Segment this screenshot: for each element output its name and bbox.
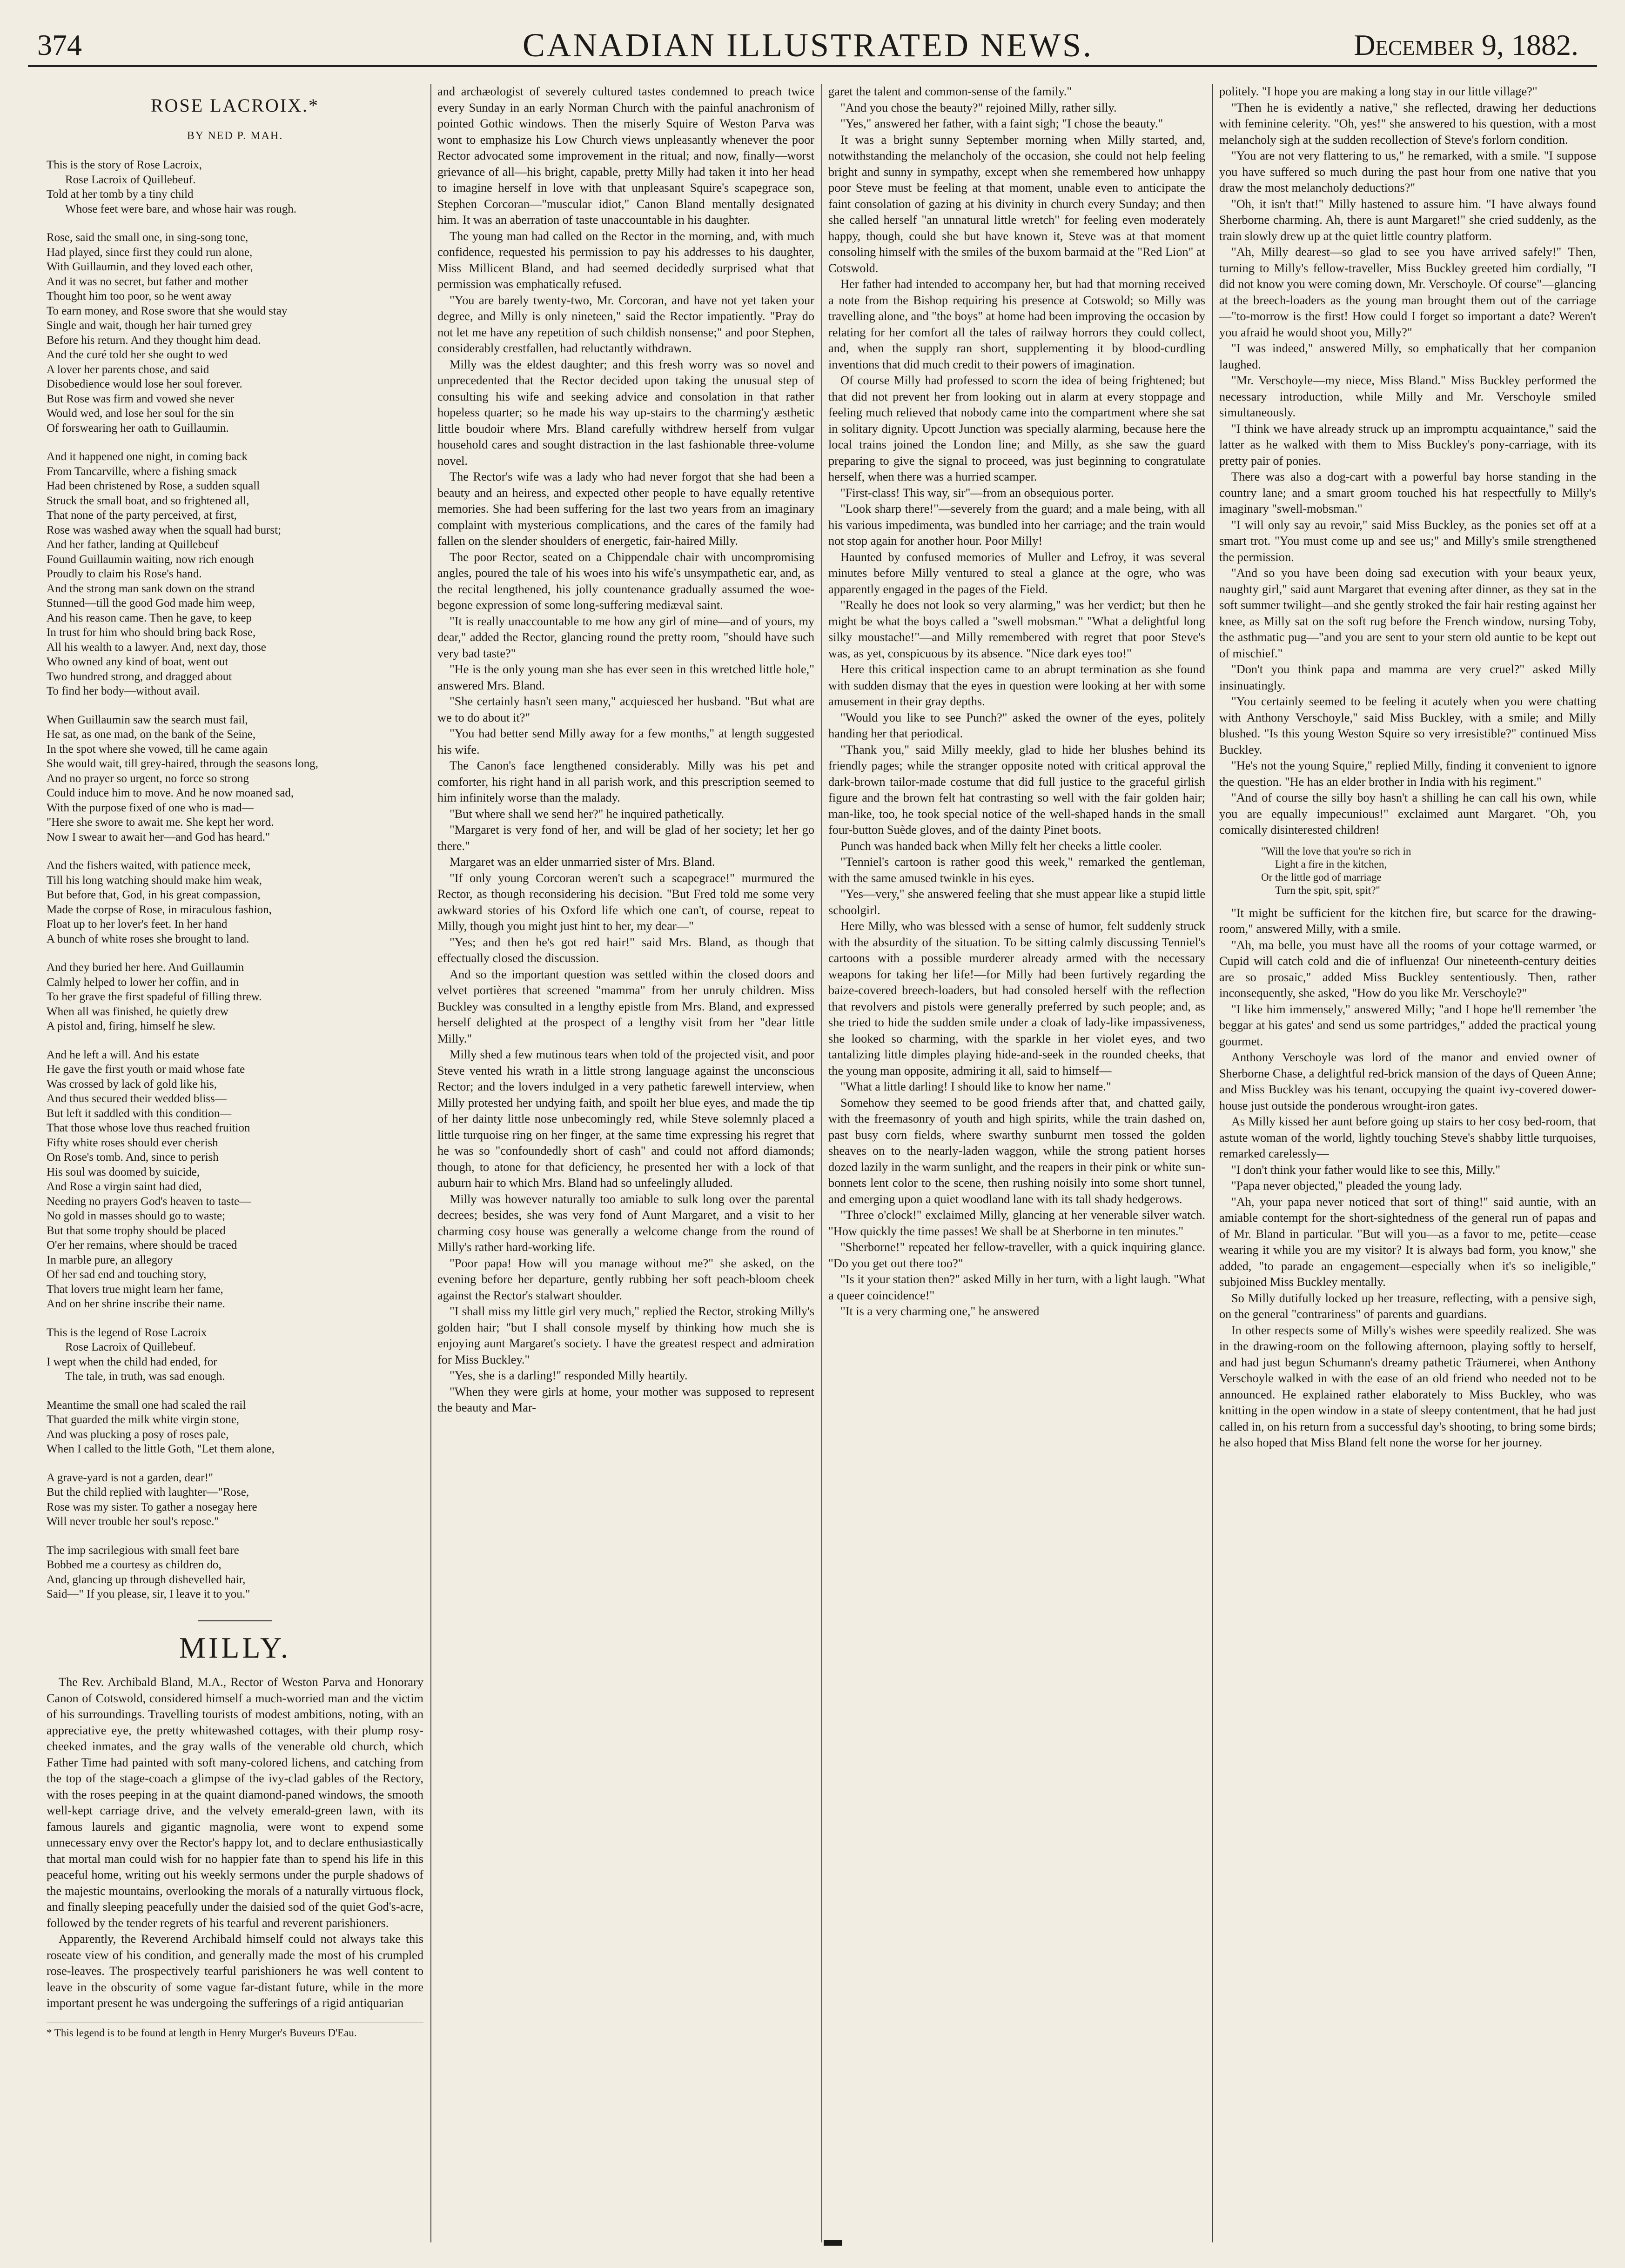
poem-line: When Guillaumin saw the search must fail, — [47, 713, 248, 726]
poem-line: O'er her remains, where should be traced — [47, 1239, 237, 1251]
story-paragraph: "He is the only young man she has ever seen in this wretched little hole," answered Mrs. Bland. — [437, 662, 814, 692]
poem-line: Said—" If you please, sir, I leave it to you." — [47, 1588, 250, 1600]
story-paragraph: "You had better send Milly away for a few months," at length suggested his wife. — [437, 727, 814, 756]
poem-line: Disobedience would lose her soul forever. — [47, 378, 242, 390]
poem-line: Rose Lacroix of Quillebeuf. — [65, 173, 196, 186]
story-paragraph: Anthony Verschoyle was lord of the manor and envied owner of Sherborne Chase, a delightful red-brick mansion of the days of Queen Anne; and Miss Buckley was his tenant, occupying the quaint ivy-covered dower-house just outside the ponderous wrought-iron gates. — [1219, 1050, 1596, 1112]
story-paragraph: "Then he is evidently a native," she reflected, drawing her deductions with feminine celerity. "Oh, yes!" she answered to his question, with a most melancholy sigh at the sudden recollection of Steve's forlorn condition. — [1219, 100, 1596, 147]
footnote: * This legend is to be found at length in Henry Murger's Buveurs D'Eau. — [47, 2022, 423, 2040]
story-paragraph: "It might be sufficient for the kitchen fire, but scarce for the drawing-room," answered Milly, with a smile. — [1219, 906, 1596, 936]
poem-line: Will never trouble her soul's repose." — [47, 1515, 219, 1528]
poem-stanza — [47, 1543, 423, 1602]
story-text — [437, 84, 814, 1416]
poem-line: A grave-yard is not a garden, dear!" — [47, 1471, 213, 1484]
poem-line: And the fishers waited, with patience meek, — [47, 859, 251, 872]
story-paragraph: Milly shed a few mutinous tears when told of the projected visit, and poor Steve vented his wrath in a little strong language against the unconscious Rector; and the lovers indulged in a very pathetic farewell interview, when Milly protested her undying faith, and spoilt her blue eyes, and made the tip of her dainty little nose unbecomingly red, while Steve solemnly placed a little turquoise ring on her finger, at the same time expressing his regret that he was so "confoundedly short of cash" and could not afford diamonds; though, to atone for that deficiency, he presented her with a lock of that auburn hair to which Mrs. Bland had so unfeelingly alluded. — [437, 1048, 814, 1190]
story-paragraph: and archæologist of severely cultured tastes condemned to preach twice every Sunday in an early Norman Church with the painful anachronism of pointed Gothic windows. Then the miserly Squire of Weston Parva was wont to emphasize his Low Church views unpleasantly whenever the poor Rector advocated some improvement in the ritual; and now, finally—worst grievance of all—his bright, capable, pretty Milly had taken it into her head to imagine herself in love with that unpleasant Squire's scapegrace son, Stephen Corcoran—"muscular idiot," Canon Bland mentally designated him. It was an aberration of taste unaccountable in his daughter. — [437, 85, 814, 227]
poem-line: Single and wait, though her hair turned grey — [47, 319, 252, 332]
poem-stanza — [47, 230, 423, 435]
column-4 — [1219, 84, 1596, 2242]
column-3 — [828, 84, 1205, 2242]
poem-line: A bunch of white roses she brought to land. — [47, 932, 249, 945]
poem-line: Two hundred strong, and dragged about — [47, 670, 232, 683]
poem-stanza — [47, 713, 423, 845]
poem-line: Could induce him to move. And he now moaned sad, — [47, 787, 294, 799]
poem-title: ROSE LACROIX.* — [150, 95, 320, 116]
story-paragraph: "You are not very flattering to us," he remarked, with a smile. "I suppose you have suffered so much during the past hour from one native that you draw the most melancholy deductions?" — [1219, 149, 1596, 194]
story-paragraph: Somehow they seemed to be good friends after that, and chatted gaily, with the freemasonry of youth and high spirits, while the train dashed on, past busy corn fields, where swarthy sunburnt men tossed the golden sheaves on to the nearly-laden waggon, while the strong patient horses dozed lazily in the warm sunlight, and the reapers in their pink or white sun-bonnets lent color to the scene, then rushing noisily into some short tunnel, and emerging upon a quiet woodland lane with its tall shady hedgerows. — [828, 1096, 1205, 1206]
story-paragraph: "She certainly hasn't seen many," acquiesced her husband. "But what are we to do about it?" — [437, 695, 814, 724]
newspaper-title: CANADIAN ILLUSTRATED NEWS. — [523, 27, 1093, 64]
poem-line: "Here she swore to await me. She kept her word. — [47, 816, 274, 829]
poem-line: I wept when the child had ended, for — [47, 1355, 217, 1368]
poem-line: When all was finished, he quietly drew — [47, 1005, 228, 1018]
poem-byline: BY NED P. MAH. — [187, 129, 283, 142]
poem-line: And thus secured their wedded bliss— — [47, 1092, 227, 1105]
verse-quote — [1261, 845, 1596, 897]
poem-line: Told at her tomb by a tiny child — [47, 188, 194, 201]
poem-line: Proudly to claim his Rose's hand. — [47, 568, 202, 580]
column-rule — [1212, 84, 1213, 2242]
poem-line: With the purpose fixed of one who is mad— — [47, 801, 254, 814]
poem-line: No gold in masses should go to waste; — [47, 1210, 226, 1222]
story-paragraph: And so the important question was settled within the closed doors and velvet portières that screened "mamma" from her unruly children. Miss Buckley was consulted in a lengthy epistle from Mrs. Bland, and expressed herself delighted at the prospect of a lengthy visit from her "dear little Milly." — [437, 967, 814, 1045]
story-paragraph: "Would you like to see Punch?" asked the owner of the eyes, politely handing her that periodical. — [828, 710, 1205, 740]
poem-line: But Rose was firm and vowed she never — [47, 392, 235, 405]
poem-line: In marble pure, an allegory — [47, 1253, 173, 1266]
poem-stanza — [47, 1471, 423, 1529]
story-paragraph: "And of course the silly boy hasn't a shilling he can call his own, while you are equally impecunious!" exclaimed aunt Margaret. "Oh, you comically disinterested children! — [1219, 791, 1596, 836]
poem-line: That those whose love thus reached fruition — [47, 1122, 250, 1134]
page-number: 374 — [37, 28, 82, 61]
poem-line: Before his return. And they thought him dead. — [47, 334, 261, 347]
story-paragraph: Her father had intended to accompany her, but had that morning received a note from the Bishop requiring his presence at Cotswold; so Milly was travelling alone, and "the boys" at home had been improving the occasion by relating for her comfort all the tales of railway horrors they could collect, and, when the supply ran short, supplementing it by blood-curdling inventions that did much credit to their powers of imagination. — [828, 277, 1205, 371]
poem-line: But the child replied with laughter—"Rose, — [47, 1486, 249, 1499]
poem-stanza — [47, 1325, 423, 1384]
poem-line: Calmly helped to lower her coffin, and in — [47, 976, 239, 989]
poem-line: And the curé told her she ought to wed — [47, 348, 228, 361]
poem-line: From Tancarville, where a fishing smack — [47, 465, 237, 478]
story-paragraph: "When they were girls at home, your mother was supposed to represent the beauty and Mar- — [437, 1385, 814, 1414]
story-paragraph: "What a little darling! I should like to know her name." — [840, 1080, 1111, 1093]
poem-line: On Rose's tomb. And, since to perish — [47, 1151, 219, 1164]
story-paragraph: So Milly dutifully locked up her treasure, reflecting, with a pensive sigh, on the general "contrariness" of parents and guardians. — [1219, 1291, 1596, 1321]
poem-line: The imp sacrilegious with small feet bare — [47, 1544, 239, 1557]
poem-line: And, glancing up through dishevelled hair, — [47, 1573, 246, 1586]
story-paragraph: "I shall miss my little girl very much," replied the Rector, stroking Milly's golden hair; "but I shall console myself by thinking how much she is enjoying aunt Margaret's society. I have the greatest respect and admiration for Miss Buckley." — [437, 1305, 814, 1366]
poem-line: This is the legend of Rose Lacroix — [47, 1326, 207, 1339]
story-text — [828, 84, 1205, 1320]
story-paragraph: Margaret was an elder unmarried sister of Mrs. Bland. — [450, 855, 715, 869]
story-paragraph: "Poor papa! How will you manage without me?" she asked, on the evening before her departure, gently rubbing her soft peach-bloom cheek against the Rector's stalwart shoulder. — [437, 1256, 814, 1302]
story-paragraph: "And you chose the beauty?" rejoined Milly, rather silly. — [840, 100, 1117, 114]
story-paragraph: The Rector's wife was a lady who had never forgot that she had been a beauty and an heiress, and expected other people to have equally retentive memories. She had been suffering for the last two years from an imaginary complaint with mysterious complications, and the cares of the family had fallen on the slender shoulders of energetic, fair-haired Milly. — [437, 470, 814, 548]
poem-stanza — [47, 858, 423, 946]
story-paragraph: "Is it your station then?" asked Milly in her turn, with a light laugh. "What a queer coincidence!" — [828, 1272, 1205, 1302]
story-paragraph: "And so you have been doing sad execution with your beaux yeux, naughty girl," said aunt Margaret that evening after dinner, as they sat in the soft summer twilight—and she gently stroked the fair hair resting against her knee, as Milly sat on the soft rug before the French window, nursing Toby, the asthmatic pug—"and you are sent to your stern old auntie to be kept out of mischief." — [1219, 566, 1596, 660]
poem-line: Till his long watching should make him weak, — [47, 874, 262, 887]
poem-line: All his wealth to a lawyer. And, next day, those — [47, 641, 266, 654]
poem-line: Whose feet were bare, and whose hair was rough. — [65, 202, 297, 215]
verse-line: Turn the spit, spit, spit?" — [1275, 884, 1380, 896]
story-paragraph: "Margaret is very fond of her, and will be glad of her society; let her go there." — [437, 823, 814, 853]
column-2 — [437, 84, 814, 2242]
poem-line: This is the story of Rose Lacroix, — [47, 159, 202, 171]
column-rule — [430, 84, 431, 2242]
poem-line: Needing no prayers God's heaven to taste— — [47, 1195, 251, 1208]
story-text — [47, 1674, 423, 2012]
story-paragraph: "Papa never objected," pleaded the young lady. — [1231, 1179, 1462, 1192]
story-paragraph: As Milly kissed her aunt before going up stairs to her cosy bed-room, that astute woman of the world, lightly touching Steve's shabby little turquoises, remarked carelessly— — [1219, 1115, 1596, 1160]
poem-line: To find her body—without avail. — [47, 685, 200, 697]
poem-line: Bobbed me a courtesy as children do, — [47, 1559, 222, 1571]
poem-line: But before that, God, in his great compassion, — [47, 889, 261, 901]
poem-line: And her father, landing at Quillebeuf — [47, 538, 219, 551]
poem-line: His soul was doomed by suicide, — [47, 1165, 200, 1178]
poem-line: A pistol and, firing, himself he slew. — [47, 1020, 215, 1032]
story-paragraph: In other respects some of Milly's wishes were speedily realized. She was in the drawing-room on the following afternoon, playing softly to herself, and had just begun Schumann's dreamy pathetic Träumerei, when Anthony Verschoyle walked in with the ease of an old friend who needed not to be announced. He explained rather elaborately to Miss Buckley, who was knitting in the open window in a state of sleepy contentment, that he had just called in, on his return from a successful day's shooting, to bring some birds; he also hoped that Miss Bland felt none the worse for her journey. — [1219, 1323, 1596, 1449]
column-rule — [821, 84, 822, 2242]
story-paragraph: "Really he does not look so very alarming," was her verdict; but then he might be what the boys called a "swell mobsman." "What a delightful long silky moustache!"—and Milly remembered with regret that poor Steve's was, as yet, conspicuous by its absence. "Nice dark eyes too!" — [828, 598, 1205, 660]
poem-line: Meantime the small one had scaled the rail — [47, 1398, 246, 1412]
story-paragraph: "It is a very charming one," he answered — [840, 1305, 1040, 1318]
poem-stanza — [47, 449, 423, 699]
story-paragraph: "Three o'clock!" exclaimed Milly, glancing at her venerable silver watch. "How quickly the time passes! We shall be at Sherborne in ten minutes." — [828, 1208, 1205, 1238]
story-paragraph: "He's not the young Squire," replied Milly, finding it convenient to ignore the question. "He has an elder brother in India with his regiment." — [1219, 759, 1596, 789]
poem-line: Stunned—till the good God made him weep, — [47, 597, 255, 609]
poem-line: And he left a will. And his estate — [47, 1048, 199, 1061]
page-header — [19, 14, 1597, 70]
poem-line: To earn money, and Rose swore that she would stay — [47, 304, 288, 317]
poem-line: Rose was my sister. To gather a nosegay here — [47, 1500, 257, 1513]
story-paragraph: "Oh, it isn't that!" Milly hastened to assure him. "I have always found Sherborne charming. Ah, there is aunt Margaret!" she cried suddenly, as the train slowly drew up at the quiet little country platform. — [1219, 197, 1596, 243]
poem-line: Had played, since first they could run alone, — [47, 246, 253, 259]
story-paragraph: "Ah, ma belle, you must have all the rooms of your cottage warmed, or Cupid will catch cold and die of influenza! Our nineteenth-century deities are so prosaic," added Miss Buckley sententiously. Then, rather inconsequently, she asked, "How do you like Mr. Verschoyle?" — [1219, 938, 1596, 1000]
story-paragraph: "I will only say au revoir," said Miss Buckley, as the ponies set off at a smart trot. "You must come up and see us;" and Milly's smile strengthened the permission. — [1219, 518, 1596, 564]
poem-line: But left it saddled with this condition— — [47, 1107, 232, 1120]
story-paragraph: "I think we have already struck up an impromptu acquaintance," said the latter as he walked with them to Miss Buckley's pony-carriage, with its pretty pair of ponies. — [1219, 421, 1596, 468]
story-paragraph: Milly was the eldest daughter; and this fresh worry was so novel and unprecedented that the Rector decided upon taking the unusual step of consulting his wife and seeking advice and consolation in that rather hopeless quarter; so he made his way up-stairs to the charming'y æsthetic little boudoir where Mrs. Bland carefully withdrew herself from vulgar household cares and sought distraction in the last fashionable three-volume novel. — [437, 357, 814, 468]
poem-stanza — [47, 1398, 423, 1457]
verse-line: Light a fire in the kitchen, — [1275, 858, 1387, 870]
poem-line: Now I swear to await her—and God has heard." — [47, 830, 270, 843]
poem-stanza — [47, 1048, 423, 1311]
story-paragraph: Haunted by confused memories of Muller and Lefroy, it was several minutes before Milly ventured to steal a glance at the ogre, who was apparently engaged in the pages of the Field. — [828, 550, 1205, 596]
poem-line: Who owned any kind of boat, went out — [47, 656, 228, 668]
story-paragraph: politely. "I hope you are making a long stay in our little village?" — [1219, 85, 1538, 98]
issue-date: December 9, 1882. — [1354, 28, 1578, 61]
story-paragraph: "But where shall we send her?" he inquired pathetically. — [450, 807, 725, 821]
story-paragraph: "Thank you," said Milly meekly, glad to hide her blushes behind its friendly pages; while the stranger opposite noted with critical approval the dark-brown tailor-made costume that did full justice to the graceful girlish figure and the brown felt hat contrasting so well with the fair golden hair; man-like, too, he took special notice of the well-shaped hands in the small four-button Suède gloves, and of the dainty Pinet boots. — [828, 743, 1205, 836]
story-text — [1219, 84, 1596, 838]
poem-body — [47, 158, 423, 1602]
story-paragraph: "Mr. Verschoyle—my niece, Miss Bland." Miss Buckley performed the necessary introduction, while Milly and Mr. Verschoyle smiled simultaneously. — [1219, 374, 1596, 419]
story-paragraph: "Yes," answered her father, with a faint sigh; "I chose the beauty." — [840, 117, 1163, 130]
poem-line: A lover her parents chose, and said — [47, 363, 209, 376]
story-paragraph: "I don't think your father would like to see this, Milly." — [1231, 1163, 1501, 1177]
poem-line: Thought him too poor, so he went away — [47, 290, 232, 302]
poem-line: To her grave the first spadeful of filling threw. — [47, 990, 262, 1003]
poem-line: With Guillaumin, and they loved each other, — [47, 261, 253, 273]
story-text — [1219, 905, 1596, 1451]
story-paragraph: "Yes, she is a darling!" responded Milly heartily. — [450, 1369, 688, 1382]
story-paragraph: "Yes—very," she answered feeling that she must appear like a stupid little schoolgirl. — [828, 887, 1205, 917]
poem-stanza — [47, 960, 423, 1034]
poem-line: That guarded the milk white virgin stone, — [47, 1413, 240, 1426]
story-paragraph: "I like him immensely," answered Milly; "and I hope he'll remember 'the beggar at his gates' and send us some partridges," added the practical young gourmet. — [1219, 1002, 1596, 1048]
story-paragraph: "Ah, Milly dearest—so glad to see you have arrived safely!" Then, turning to Milly's fellow-traveller, Miss Buckley greeted him cordially, "I did not know you were coming down, Mr. Verschoyle. Of course"—glancing at the breech-loaders as the young man brought them out of the carriage—"to-morrow is the first! How could I forget so important a date? Weren't you afraid he would shoot you, Milly?" — [1219, 245, 1596, 339]
story-paragraph: It was a bright sunny September morning when Milly started, and, notwithstanding the melancholy of the occasion, she could not help feeling bright and sunny in sympathy, except when she remembered how unhappy poor Steve must be feeling at that moment, unable even to anticipate the faint consolation of gazing at his divinity in church every Sunday; and then she called herself "an unnatural little wretch" for feeling even moderately happy, though, could she but have known it, Steve was at that moment consoling himself with the smiles of the buxom barmaid at the "Red Lion" at Cotswold. — [828, 133, 1205, 275]
story-paragraph: "I was indeed," answered Milly, so emphatically that her companion laughed. — [1219, 341, 1596, 371]
poem-line: In trust for him who should bring back Rose, — [47, 626, 256, 639]
poem-line: And they buried her here. And Guillaumin — [47, 961, 244, 974]
poem-line: Would wed, and lose her soul for the sin — [47, 407, 234, 420]
poem-line: But that some trophy should be placed — [47, 1224, 226, 1237]
poem-line: Had been christened by Rose, a sudden squall — [47, 480, 260, 492]
poem-line: And the strong man sank down on the strand — [47, 582, 255, 595]
story-paragraph: "Yes; and then he's got red hair!" said Mrs. Bland, as though that effectually closed the discussion. — [437, 935, 814, 965]
story-paragraph: "You are barely twenty-two, Mr. Corcoran, and have not yet taken your degree, and Milly is only nineteen," said the Rector impatiently. "Pray do not let me have any repetition of such childish nonsense;" and poor Stephen, considerably crestfallen, had reluctantly withdrawn. — [437, 293, 814, 355]
poem-stanza — [47, 158, 423, 216]
story-paragraph: "It is really unaccountable to me how any girl of mine—and of yours, my dear," added the Rector, glancing round the pretty room, "should have such very bad taste?" — [437, 614, 814, 660]
story-title: MILLY. — [179, 1631, 291, 1664]
story-paragraph: The poor Rector, seated on a Chippendale chair with uncompromising angles, poured the tale of his woes into his wife's unsympathetic ear, and, as the recital lengthened, his jolly countenance gradually assumed the woe-begone expression of some long-suffering mediæval saint. — [437, 550, 814, 612]
story-paragraph: Punch was handed back when Milly felt her cheeks a little cooler. — [840, 839, 1162, 853]
poem-line: Rose was washed away when the squall had burst; — [47, 523, 282, 536]
story-paragraph: "You certainly seemed to be feeling it acutely when you were chatting with Anthony Verschoyle," said Miss Buckley, with a smile; and Milly blushed. "Is this young Weston Squire so very irresistible?" continued Miss Buckley. — [1219, 695, 1596, 756]
poem-line: Fifty white roses should ever cherish — [47, 1136, 218, 1149]
poem-line: In the spot where she vowed, till he came again — [47, 743, 268, 756]
poem-line: Of forswearing her oath to Guillaumin. — [47, 421, 229, 435]
poem-line: He sat, as one mad, on the bank of the Seine, — [47, 728, 256, 741]
story-paragraph: "Sherborne!" repeated her fellow-traveller, with a quick inquiring glance. "Do you get out there too?" — [828, 1240, 1205, 1270]
verse-line: "Will the love that you're so rich in — [1261, 845, 1411, 857]
story-paragraph: Of course Milly had professed to scorn the idea of being frightened; but that did not prevent her from looking out in alarm at every stoppage and feeling much relieved that nobody came into the compartment where she sat in solitary dignity. Upcott Junction was specially alarming, because here the local trains joined the London line; and Milly, as she saw the guard preparing to give the signal to proceed, was just beginning to congratulate herself, when there was a hurried scamper. — [828, 374, 1205, 483]
poem-line: Was crossed by lack of gold like his, — [47, 1077, 217, 1091]
poem-line: And on her shrine inscribe their name. — [47, 1298, 225, 1310]
story-paragraph: The young man had called on the Rector in the morning, and, with much confidence, requested his permission to pay his addresses to his daughter, Miss Millicent Bland, and had seemed decidedly surprised what that permission was emphatically refused. — [437, 229, 814, 291]
poem-line: That lovers true might learn her fame, — [47, 1283, 223, 1296]
story-paragraph: "First-class! This way, sir"—from an obsequious porter. — [840, 486, 1114, 500]
poem-line: Float up to her lover's feet. In her hand — [47, 918, 228, 930]
poem-line: Found Guillaumin waiting, now rich enough — [47, 553, 254, 566]
poem-line: And his reason came. Then he gave, to keep — [47, 611, 252, 624]
poem-line: That none of the party perceived, at first, — [47, 509, 237, 522]
page-end-mark: ▬ — [824, 2229, 842, 2250]
poem-line: And was plucking a posy of roses pale, — [47, 1428, 229, 1441]
story-paragraph: There was also a dog-cart with a powerful bay horse standing in the country lane; and a smart groom touched his hat respectfully to Milly's imaginary "swell-mobsman." — [1219, 470, 1596, 515]
poem-line: When I called to the little Goth, "Let them alone, — [47, 1443, 275, 1455]
section-divider — [198, 1620, 272, 1621]
story-paragraph: "Ah, your papa never noticed that sort of thing!" said auntie, with an amiable contempt for the short-sightedness of the general run of papas and of Mr. Bland in particular. "But will you—as a favor to me, petite—cease wearing it while you are my visitor? It is always bad form, you know," she added, "to parade an engagement—especially when it's so ineligible," subjoined Miss Buckley mentally. — [1219, 1195, 1596, 1289]
story-paragraph: Milly was however naturally too amiable to sulk long over the parental decrees; besides, she was very fond of Aunt Margaret, and a visit to her charming cosy house was generally a welcome change from the round of Milly's rather hard-working life. — [437, 1192, 814, 1254]
poem-line: Of her sad end and touching story, — [47, 1268, 207, 1281]
poem-line: Made the corpse of Rose, in miraculous fashion, — [47, 903, 272, 916]
column-1 — [47, 84, 423, 2242]
story-paragraph: "If only young Corcoran weren't such a scapegrace!" murmured the Rector, as though reconsidering his decision. "But Fred told me some very awkward stories of his Oxford life which one can't, of course, repeat to Milly, though you might just hint to her, my dear—" — [437, 871, 814, 933]
story-paragraph: "Tenniel's cartoon is rather good this week," remarked the gentleman, with the same amused twinkle in his eyes. — [828, 855, 1205, 885]
poem-line: And Rose a virgin saint had died, — [47, 1180, 202, 1193]
poem-line: Rose, said the small one, in sing-song tone, — [47, 231, 248, 244]
story-paragraph: "Look sharp there!"—severely from the guard; and a male being, with all his various impedimenta, was bundled into her carriage; and the train would not stop again for another hour. Poor Milly! — [828, 502, 1205, 548]
poem-line: And no prayer so urgent, no force so strong — [47, 772, 249, 785]
poem-line: She would wait, till grey-haired, through the seasons long, — [47, 757, 318, 770]
story-paragraph: "Don't you think papa and mamma are very cruel?" asked Milly insinuatingly. — [1219, 662, 1596, 692]
header-rule — [28, 65, 1597, 67]
story-paragraph: garet the talent and common-sense of the family." — [828, 85, 1072, 98]
poem-line: He gave the first youth or maid whose fate — [47, 1063, 245, 1076]
story-paragraph: Here Milly, who was blessed with a sense of humor, felt suddenly struck with the absurdity of the situation. To be sitting calmly discussing Tenniel's cartoons with a possible murderer already armed with the necessary weapons for taking her life!—for Milly had been furtively regarding the baize-covered breech-loaders, but had consoled herself with the reflection that revolvers and pistols were generally preferred by such people; and, as she tried to hide the sudden smile under a cloak of lady-like impassiveness, she looked so charming, with the sparkle in her violet eyes, and two tantalizing little dimples playing hide-and-seek in the rounded cheeks, that the young man opposite, admiring it all, said to himself— — [828, 919, 1205, 1077]
story-paragraph: Here this critical inspection came to an abrupt termination as she found with sudden dismay that the eyes in question were looking at her with some amusement in their gray depths. — [828, 662, 1205, 708]
story-paragraph: The Rev. Archibald Bland, M.A., Rector of Weston Parva and Honorary Canon of Cotswold, considered himself a much-worried man and the victim of his surroundings. Travelling tourists of modest ambitions, noting, with an appreciative eye, the pretty whitewashed cottages, with their plump rosy-cheeked inmates, and the gray walls of the venerable old church, which Father Time had painted with soft many-colored lichens, and catching from the top of the stage-coach a glimpse of the ivy-clad gables of the Rectory, with the roses peeping in at the quaint diamond-paned windows, the smooth well-kept carriage drive, and the velvety emerald-green lawn, with its famous laurels and gigantic magnolia, were wont to expend some unnecessary envy over the Rector's happy lot, and to declare enthusiastically that mortal man could wish for no happier fate than to spend his life in this peaceful home, writing out his weekly sermons under the purple shadows of the majestic mountains, overlooking the morals of a naturally virtuous flock, and finally sleeping peacefully under the daisied sod of the quiet God's-acre, followed by the tender regrets of his tearful and reverent parishioners. — [47, 1675, 423, 1930]
story-paragraph: Apparently, the Reverend Archibald himself could not always take this roseate view of his condition, and generally made the most of his crumpled rose-leaves. The prospectively tearful parishioners he was well content to leave in the obscurity of some vague far-distant future, while in the more important present he was undergoing the sufferings of a rigid antiquarian — [47, 1932, 423, 2010]
poem-line: And it happened one night, in coming back — [47, 450, 248, 463]
poem-line: The tale, in truth, was sad enough. — [65, 1370, 225, 1383]
poem-line: Rose Lacroix of Quillebeuf. — [65, 1341, 196, 1353]
poem-line: And it was no secret, but father and mother — [47, 275, 248, 288]
poem-line: Struck the small boat, and so frightened all, — [47, 494, 249, 507]
verse-line: Or the little god of marriage — [1261, 871, 1382, 883]
story-paragraph: The Canon's face lengthened considerably. Milly was his pet and comforter, his right hand in all parish work, and this prescription seemed to him infinitely worse than the malady. — [437, 759, 814, 804]
